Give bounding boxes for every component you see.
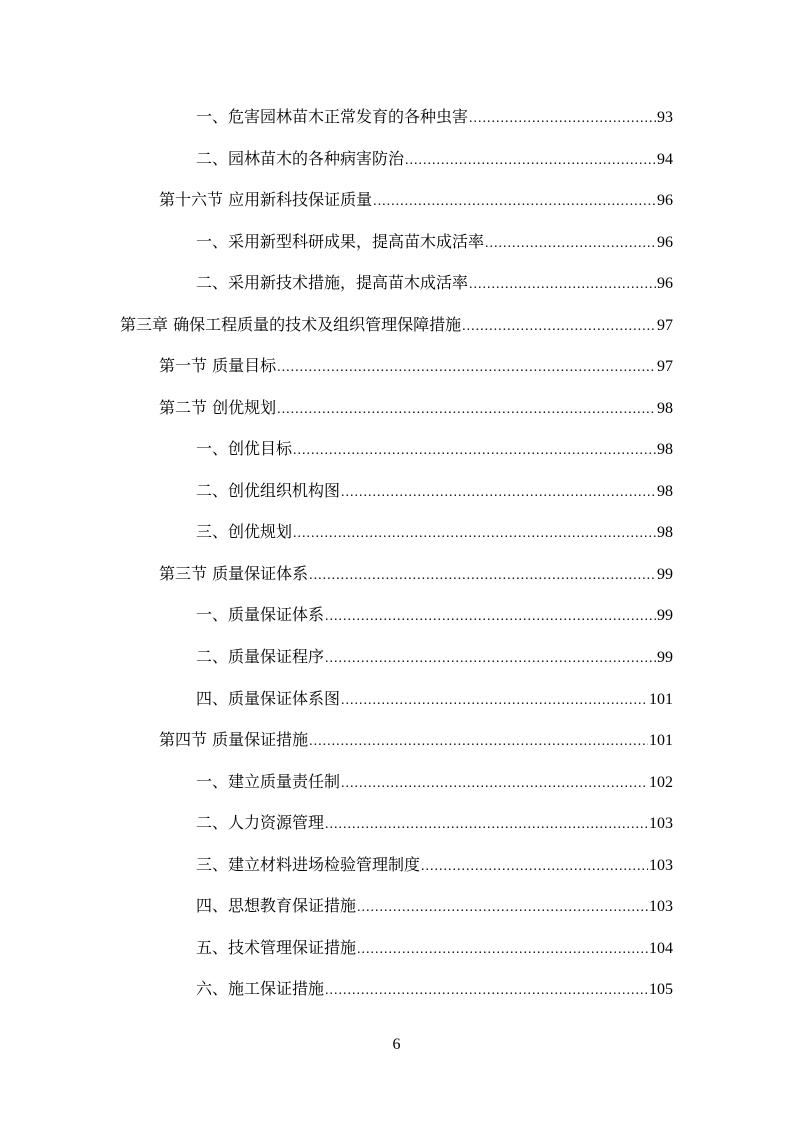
toc-dot-leader — [485, 232, 656, 256]
toc-dot-leader — [405, 149, 656, 173]
toc-entry-title: 一、创优目标 — [196, 439, 293, 458]
toc-entry-title: 二、创优组织机构图 — [196, 481, 341, 500]
toc-entry[interactable] — [159, 354, 673, 378]
toc-entry-page: 98 — [657, 483, 673, 500]
toc-dot-leader — [293, 522, 656, 546]
toc-entry-title: 二、园林苗木的各种病害防治 — [196, 149, 405, 168]
toc-entry[interactable] — [196, 603, 673, 627]
toc-entry[interactable] — [196, 645, 673, 669]
toc-entry-page: 99 — [657, 649, 673, 666]
toc-entry[interactable] — [196, 977, 673, 1001]
toc-entry-page: 97 — [657, 358, 673, 375]
toc-entry-page: 101 — [649, 732, 673, 749]
toc-entry-page: 102 — [649, 774, 673, 791]
toc-entry-title: 三、建立材料进场检验管理制度 — [196, 855, 421, 874]
toc-dot-leader — [325, 979, 648, 1003]
page-number: 6 — [392, 1036, 401, 1053]
toc-dot-leader — [341, 481, 656, 505]
toc-entry-page: 103 — [649, 857, 673, 874]
toc-entry[interactable] — [196, 687, 673, 711]
toc-entry-title: 六、施工保证措施 — [196, 979, 325, 998]
toc-entry-page: 103 — [649, 815, 673, 832]
toc-entry[interactable] — [196, 147, 673, 171]
toc-entry-page: 99 — [657, 566, 673, 583]
toc-dot-leader — [357, 896, 648, 920]
toc-dot-leader — [325, 647, 656, 671]
toc-entry-page: 96 — [657, 275, 673, 292]
toc-entry-page: 96 — [657, 192, 673, 209]
toc-dot-leader — [277, 356, 656, 380]
toc-entry-title: 第四节 质量保证措施 — [159, 730, 309, 749]
toc-entry-title: 第二节 创优规划 — [159, 398, 277, 417]
toc-dot-leader — [325, 605, 656, 629]
toc-entry-page: 103 — [649, 898, 673, 915]
toc-entry[interactable] — [159, 396, 673, 420]
toc-entry-page: 99 — [657, 607, 673, 624]
toc-entry-title: 四、质量保证体系图 — [196, 689, 341, 708]
toc-entry-title: 第十六节 应用新科技保证质量 — [159, 190, 373, 209]
toc-entry-page: 97 — [657, 317, 673, 334]
toc-dot-leader — [341, 772, 648, 796]
toc-entry-title: 一、采用新型科研成果，提高苗木成活率 — [196, 232, 485, 251]
toc-entry-title: 四、思想教育保证措施 — [196, 896, 357, 915]
toc-dot-leader — [462, 315, 656, 339]
toc-entry-page: 98 — [657, 441, 673, 458]
toc-entry[interactable] — [159, 562, 673, 586]
toc-entry-page: 101 — [649, 691, 673, 708]
toc-entry[interactable] — [196, 437, 673, 461]
toc-entry[interactable] — [196, 271, 673, 295]
toc-entry-page: 93 — [657, 109, 673, 126]
toc-entry[interactable] — [159, 188, 673, 212]
toc-dot-leader — [277, 398, 656, 422]
toc-entry-page: 105 — [649, 981, 673, 998]
toc-entry-title: 二、人力资源管理 — [196, 813, 325, 832]
toc-entry-title: 一、质量保证体系 — [196, 605, 325, 624]
toc-dot-leader — [309, 730, 648, 754]
toc-entry[interactable] — [196, 936, 673, 960]
toc-entry-page: 94 — [657, 151, 673, 168]
toc-entry[interactable] — [159, 728, 673, 752]
toc-entry-title: 二、采用新技术措施，提高苗木成活率 — [196, 273, 469, 292]
toc-entry-page: 96 — [657, 234, 673, 251]
toc-entry-title: 一、危害园林苗木正常发育的各种虫害 — [196, 107, 469, 126]
toc-entry-page: 98 — [657, 400, 673, 417]
toc-entry-title: 第三节 质量保证体系 — [159, 564, 309, 583]
toc-dot-leader — [357, 938, 648, 962]
toc-entry[interactable] — [196, 520, 673, 544]
toc-entry[interactable] — [196, 811, 673, 835]
toc-entry[interactable] — [120, 313, 673, 337]
toc-entry-title: 五、技术管理保证措施 — [196, 938, 357, 957]
toc-dot-leader — [469, 107, 656, 131]
toc-dot-leader — [293, 439, 656, 463]
toc-entry[interactable] — [196, 770, 673, 794]
toc-entry[interactable] — [196, 479, 673, 503]
toc-entry[interactable] — [196, 853, 673, 877]
toc-entry-title: 三、创优规划 — [196, 522, 293, 541]
toc-dot-leader — [421, 855, 648, 879]
toc-dot-leader — [373, 190, 656, 214]
toc-dot-leader — [325, 813, 648, 837]
toc-entry[interactable] — [196, 230, 673, 254]
toc-dot-leader — [469, 273, 656, 297]
toc-entry[interactable] — [196, 105, 673, 129]
toc-entry-title: 一、建立质量责任制 — [196, 772, 341, 791]
toc-entry-page: 98 — [657, 524, 673, 541]
toc-dot-leader — [309, 564, 656, 588]
toc-entry-page: 104 — [649, 940, 673, 957]
toc-entry-title: 第一节 质量目标 — [159, 356, 277, 375]
toc-entry[interactable] — [196, 894, 673, 918]
toc-entry-title: 第三章 确保工程质量的技术及组织管理保障措施 — [120, 315, 462, 334]
toc-dot-leader — [341, 689, 648, 713]
toc-entry-title: 二、质量保证程序 — [196, 647, 325, 666]
